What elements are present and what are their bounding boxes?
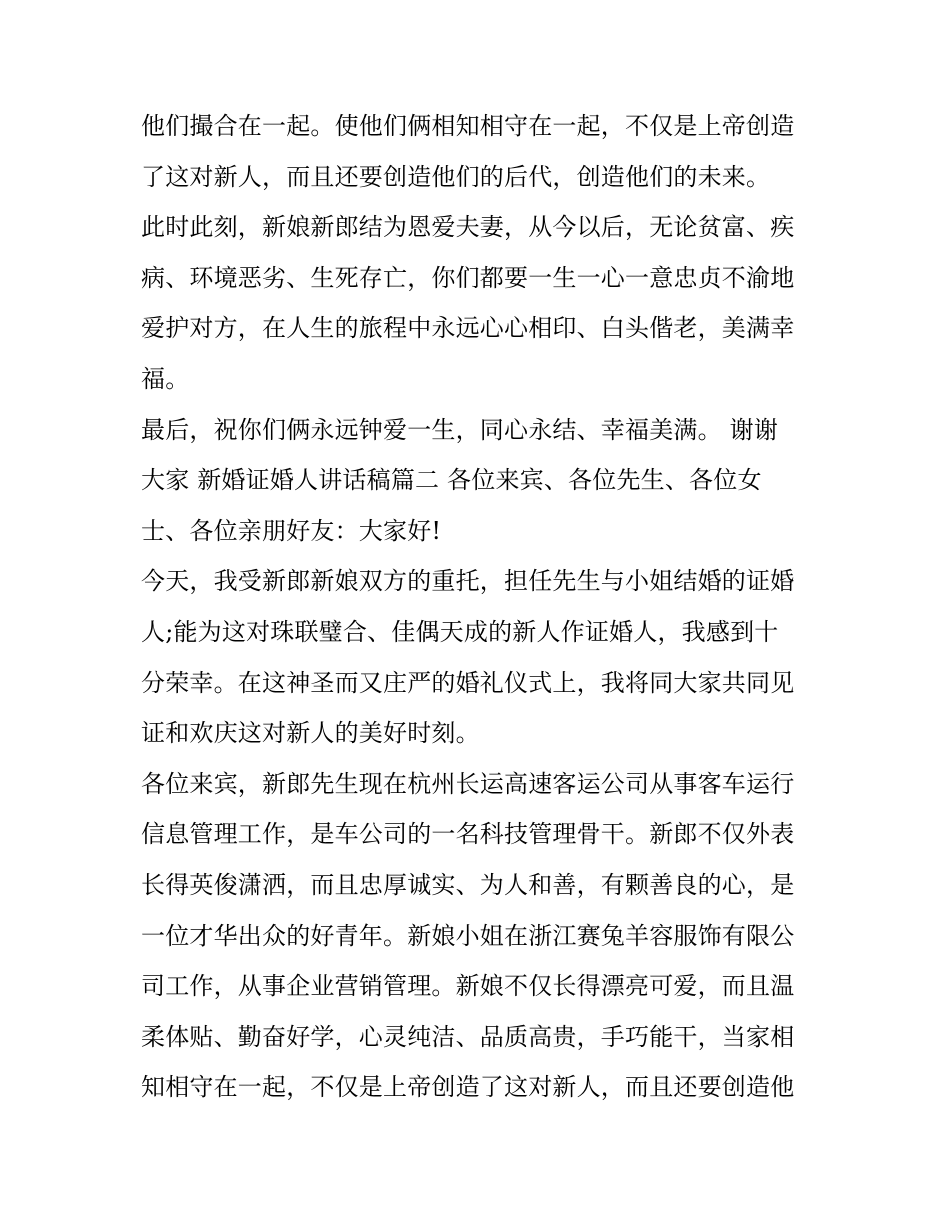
text-line-7: 最后，祝你们俩永远钟爱一生，同心永结、幸福美满。 谢谢 [141,415,779,444]
text-line-13: 证和欢庆这对新人的美好时刻。 [141,719,480,748]
text-line-8: 大家 新婚证婚人讲话稿篇二 各位来宾、各位先生、各位女 [141,466,762,495]
text-line-11: 人;能为这对珠联璧合、佳偶天成的新人作证婚人，我感到十 [141,617,779,646]
text-line-20: 知相守在一起，不仅是上帝创造了这对新人，而且还要创造他 [141,1073,795,1102]
text-line-1: 他们撮合在一起。使他们俩相知相守在一起，不仅是上帝创造 [141,112,795,140]
text-line-14: 各位来宾，新郎先生现在杭州长运高速客运公司从事客车运行 [141,769,795,798]
text-line-19: 柔体贴、勤奋好学，心灵纯洁、品质高贵，手巧能干，当家相 [141,1022,795,1051]
text-line-10: 今天，我受新郎新娘双方的重托，担任先生与小姐结婚的证婚 [141,567,795,596]
text-line-9: 士、各位亲朋好友：大家好! [141,516,442,545]
text-line-16: 长得英俊潇洒，而且忠厚诚实、为人和善，有颗善良的心，是 [141,870,795,899]
text-line-5: 爱护对方，在人生的旅程中永远心心相印、白头偕老，美满幸 [141,314,795,343]
text-line-17: 一位才华出众的好青年。新娘小姐在浙江赛兔羊容服饰有限公 [141,921,795,950]
text-line-2: 了这对新人，而且还要创造他们的后代，创造他们的未来。 [141,162,771,191]
document-body [141,101,821,1113]
text-line-4: 病、环境恶劣、生死存亡，你们都要一生一心一意忠贞不渝地 [141,263,795,292]
text-line-6: 福。 [141,364,190,393]
text-line-15: 信息管理工作，是车公司的一名科技管理骨干。新郎不仅外表 [141,820,795,849]
text-line-18: 司工作，从事企业营销管理。新娘不仅长得漂亮可爱，而且温 [141,972,795,1001]
text-line-12: 分荣幸。在这神圣而又庄严的婚礼仪式上，我将同大家共同见 [141,668,795,697]
text-line-3: 此时此刻，新娘新郎结为恩爱夫妻，从今以后，无论贫富、疾 [141,213,795,242]
